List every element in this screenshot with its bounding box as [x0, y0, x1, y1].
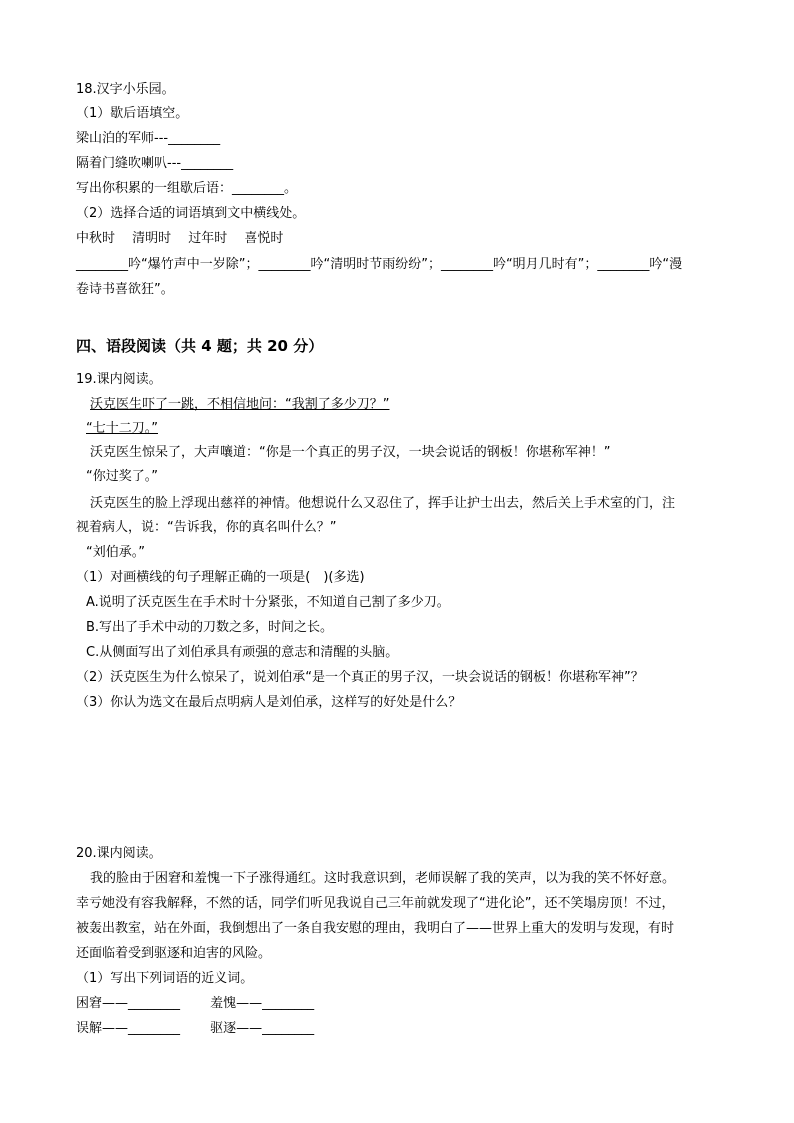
q18-title: 18.汉字小乐园。 [76, 82, 175, 97]
q19-question-1: （1）对画横线的句子理解正确的一项是( )(多选) [76, 570, 365, 585]
q19-title: 19.课内阅读。 [76, 372, 162, 387]
q20-para-1c: 被轰出教室，站在外面，我倒想出了一条自我安慰的理由，我明白了——世界上重大的发明与发现，有时 [76, 921, 675, 936]
q19-para-3: 沃克医生惊呆了，大声嚷道：“你是一个真正的男子汉，一块会说话的钢板！你堪称军神！” [90, 445, 611, 460]
q18-fill-line1: ________吟“爆竹声中一岁除”；________吟“清明时节雨纷纷”；________吟“明月几时有”；________吟“漫 [76, 257, 683, 272]
q20-para-1d: 还面临着受到驱逐和迫害的风险。 [76, 946, 272, 961]
q19-para-4: “你过奖了。” [86, 469, 158, 484]
q20-synonym-row-1: 困窘——________ 羞愧——________ [76, 996, 315, 1011]
q18-line3: 写出你积累的一组歇后语：________。 [76, 181, 298, 196]
section-heading: 四、语段阅读（共 4 题；共 20 分） [76, 337, 324, 355]
q19-option-c: C.从侧面写出了刘伯承具有顽强的意志和清醒的头脑。 [86, 645, 399, 660]
q19-question-3: （3）你认为选文在最后点明病人是刘伯承，这样写的好处是什么？ [76, 695, 462, 710]
q19-para-underlined [90, 393, 740, 417]
q19-para-2 [86, 417, 736, 441]
q19-para-6: “刘伯承。” [86, 545, 145, 560]
q18-sub2: （2）选择合适的词语填到文中横线处。 [76, 206, 306, 221]
q20-synonym-row-2: 误解——________ 驱逐——________ [76, 1021, 315, 1036]
q18-fill-line2: 卷诗书喜欲狂”。 [76, 282, 174, 297]
q18-line2: 隔着门缝吹喇叭---________ [76, 156, 234, 171]
q19-para-5b: 视着病人，说：“告诉我，你的真名叫什么？” [76, 520, 337, 535]
q20-para-1a: 我的脸由于困窘和羞愧一下子涨得通红。这时我意识到，老师误解了我的笑声，以为我的笑不怀好意。 [90, 871, 676, 886]
q18-line1: 梁山泊的军师---________ [76, 131, 221, 146]
q19-underlined-sentence: 沃克医生吓了一跳，不相信地问：“我割了多少刀？” [90, 397, 390, 412]
q19-para-5a: 沃克医生的脸上浮现出慈祥的神情。他想说什么又忍住了，挥手让护士出去，然后关上手术室的门，注 [90, 496, 676, 511]
q18-options: 中秋时 清明时 过年时 喜悦时 [76, 231, 284, 246]
q20-para-1b: 幸亏她没有容我解释，不然的话，同学们听见我说自己三年前就发现了“进化论”，还不笑塌房顶！不过， [76, 896, 675, 911]
q19-option-a: A.说明了沃克医生在手术时十分紧张，不知道自己割了多少刀。 [86, 595, 450, 610]
q20-question-1: （1）写出下列词语的近义词。 [76, 971, 254, 986]
q18-sub1: （1）歇后语填空。 [76, 106, 189, 121]
q19-underlined-answer: “七十二刀。” [86, 421, 158, 436]
q20-title: 20.课内阅读。 [76, 846, 162, 861]
q19-question-2: （2）沃克医生为什么惊呆了，说刘伯承“是一个真正的男子汉，一块会说话的钢板！你堪称军神”？ [76, 670, 644, 685]
q19-option-b: B.写出了手术中动的刀数之多，时间之长。 [86, 620, 334, 635]
